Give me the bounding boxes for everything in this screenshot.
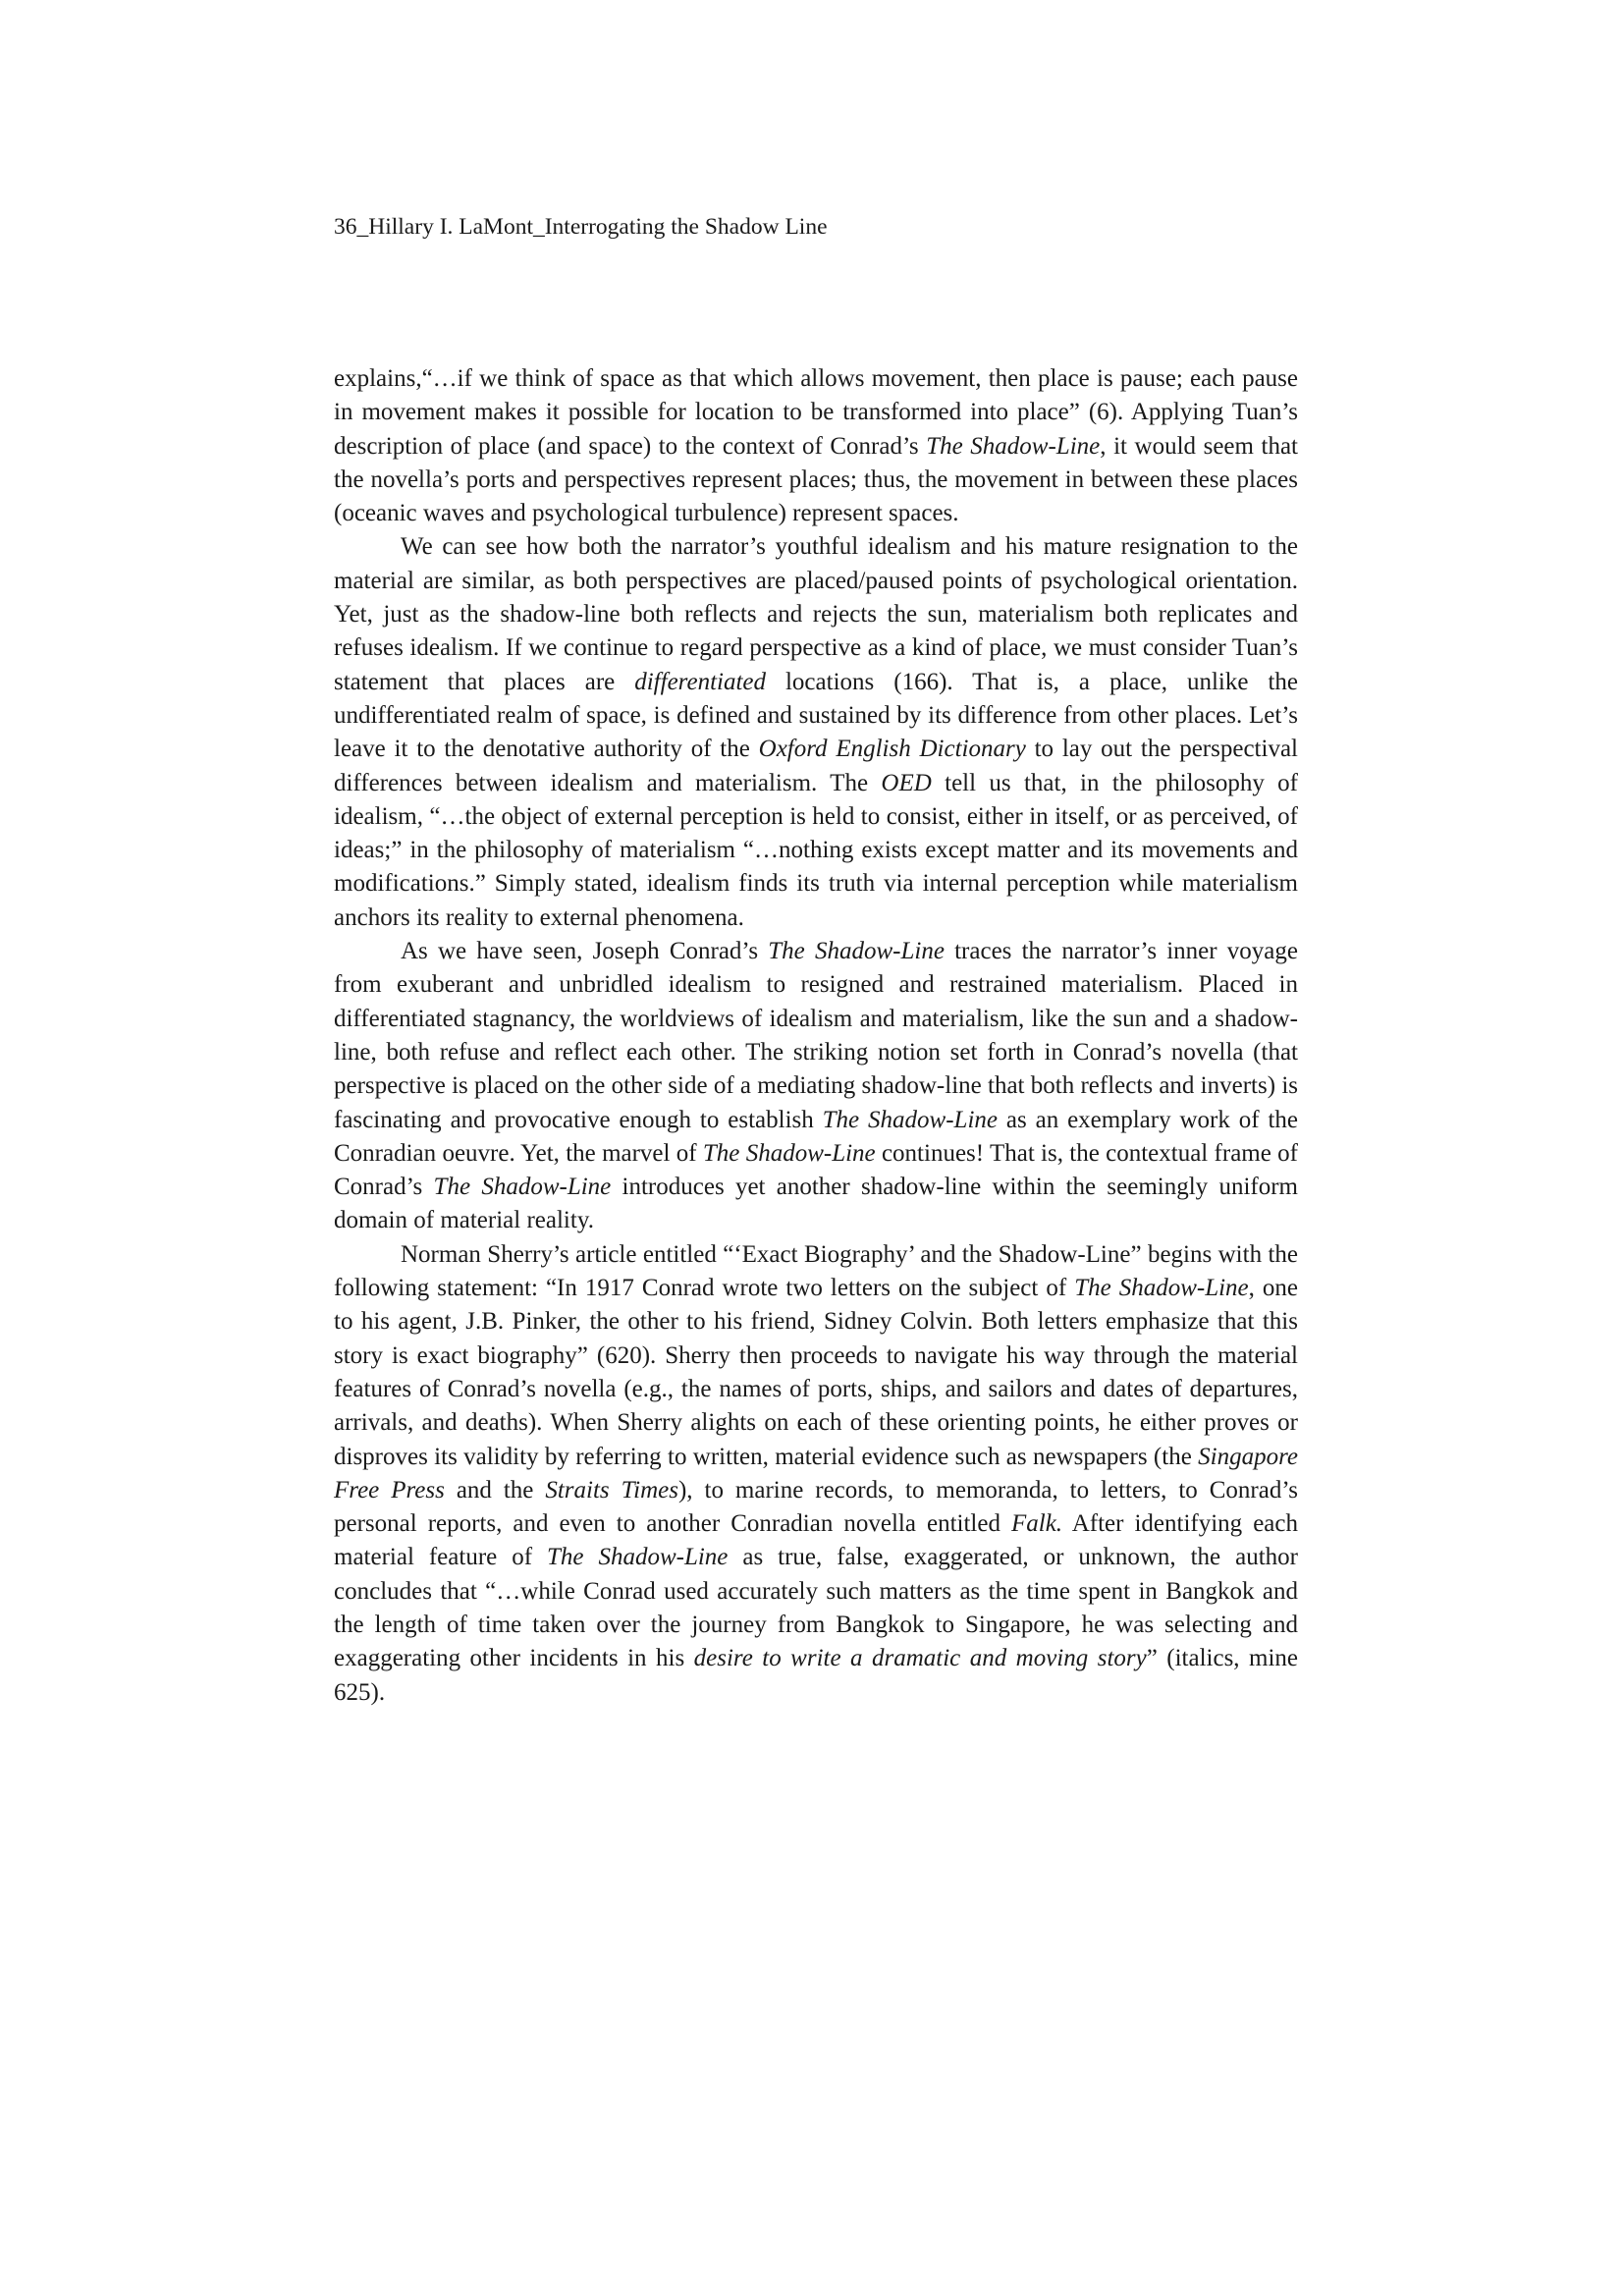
text-run: and the [444, 1476, 546, 1503]
italic-title: The Shadow-Line [433, 1174, 612, 1201]
italic-title: The Shadow-Line [702, 1139, 876, 1167]
italic-title: Falk. [1010, 1510, 1063, 1538]
text-run: ” (italics, mine 625). [334, 1645, 1298, 1706]
italic-title: Oxford English Dictionary [758, 736, 1026, 763]
text-run: We can see how both the narrator’s youthful idealism and his mature resignation to the material are similar, as both perspectives are placed/paused points of psychological orientation. Yet, just as the shadow-line both reflects and rejects the sun, materialism both replicates and refuses idealism. If we continue to regard perspective as a kind of place, we must consider Tuan’s statement that places are [334, 533, 1298, 695]
italic-title: OED [881, 769, 932, 796]
italic-quote: desire to write a dramatic and moving story [693, 1645, 1147, 1672]
paragraph-4 [334, 1238, 1298, 1710]
text-run: introduces yet another shadow-line within the seemingly uniform domain of material reality. [334, 1174, 1298, 1234]
text-run: Norman Sherry’s article entitled “‘Exact Biography’ and the Shadow-Line” begins with the following statement: “In 1917 Conrad wrote two letters on the subject of [334, 1240, 1298, 1302]
text-run: as an exemplary work of the Conradian oeuvre. Yet, the marvel of [334, 1106, 1299, 1167]
text-run: tell us that, in the philosophy of idealism, “…the object of external perception is held to consist, either in itself, or as perceived, of ideas;” in the philosophy of materialism “…nothing exists except matter and its movements and modifications.” Simply stated, idealism finds its truth via internal perception while materialism anchors its reality to external phenomena. [334, 769, 1298, 931]
text-run: , one to his agent, J.B. Pinker, the other to his friend, Sidney Colvin. Both letters emphasize that this story is exact biography” (620). Sherry then proceeds to navigate his way through the material features of Conrad’s novella (e.g., the names of ports, ships, and sailors and dates of departures, arrivals, and deaths). When Sherry alights on each of these orienting points, he either proves or disproves its validity by referring to written, material evidence such as newspapers (the [334, 1275, 1298, 1470]
italic-title: Straits Times [545, 1476, 678, 1503]
italic-term: differentiated [634, 668, 766, 695]
text-run: locations (166). That is, a place, unlike the undifferentiated realm of space, is defined and sustained by its difference from other places. Let’s leave it to the denotative authority of the [334, 668, 1298, 763]
italic-title: The Shadow-Line [926, 432, 1101, 460]
text-run: , it would seem that the novella’s ports and perspectives represent places; thus, the movement in between these places (oceanic waves and psychological turbulence) represent spaces. [334, 432, 1299, 527]
italic-title: The Shadow-Line [822, 1106, 998, 1133]
italic-title: The Shadow-Line [546, 1544, 729, 1571]
italic-title: The Shadow-Line [768, 938, 945, 965]
text-run: explains,“…if we think of space as that which allows movement, then place is pause; each pause in movement makes it possible for location to be transformed into place” (6). Applying Tuan’s description of place (and space) to the context of Conrad’s [334, 365, 1298, 460]
text-run: continues! That is, the contextual frame of Conrad’s [334, 1139, 1298, 1201]
text-run: traces the narrator’s inner voyage from exuberant and unbridled idealism to resigned and restrained materialism. Placed in differentiated stagnancy, the worldviews of idealism and materialism, like the sun and a shadow-line, both refuse and reflect each other. The striking notion set forth in Conrad’s novella (that perspective is placed on the other side of a mediating shadow-line that both reflects and inverts) is fascinating and provocative enough to establish [334, 938, 1298, 1133]
text-run: ), to marine records, to memoranda, to letters, to Conrad’s personal reports, and even to another Conradian novella entitled [334, 1476, 1298, 1538]
text-run: as true, false, exaggerated, or unknown, the author concludes that “…while Conrad used accurately such matters as the time spent in Bangkok and the length of time taken over the journey from Bangkok to Singapore, he was selecting and exaggerating other incidents in his [334, 1544, 1298, 1672]
text-run: to lay out the perspectival differences between idealism and materialism. The [334, 736, 1298, 796]
paragraph-2 [334, 530, 1298, 935]
paragraph-1 [334, 362, 1298, 530]
paragraph-3 [334, 935, 1298, 1238]
text-run: After identifying each material feature of [334, 1510, 1298, 1571]
italic-title: The Shadow-Line [1074, 1275, 1249, 1302]
italic-title: Singapore Free Press [334, 1443, 1298, 1503]
running-header: 36_Hillary I. LaMont_Interrogating the Shadow Line [334, 214, 828, 240]
body-text [334, 362, 1298, 1710]
text-run: As we have seen, Joseph Conrad’s [401, 938, 769, 965]
